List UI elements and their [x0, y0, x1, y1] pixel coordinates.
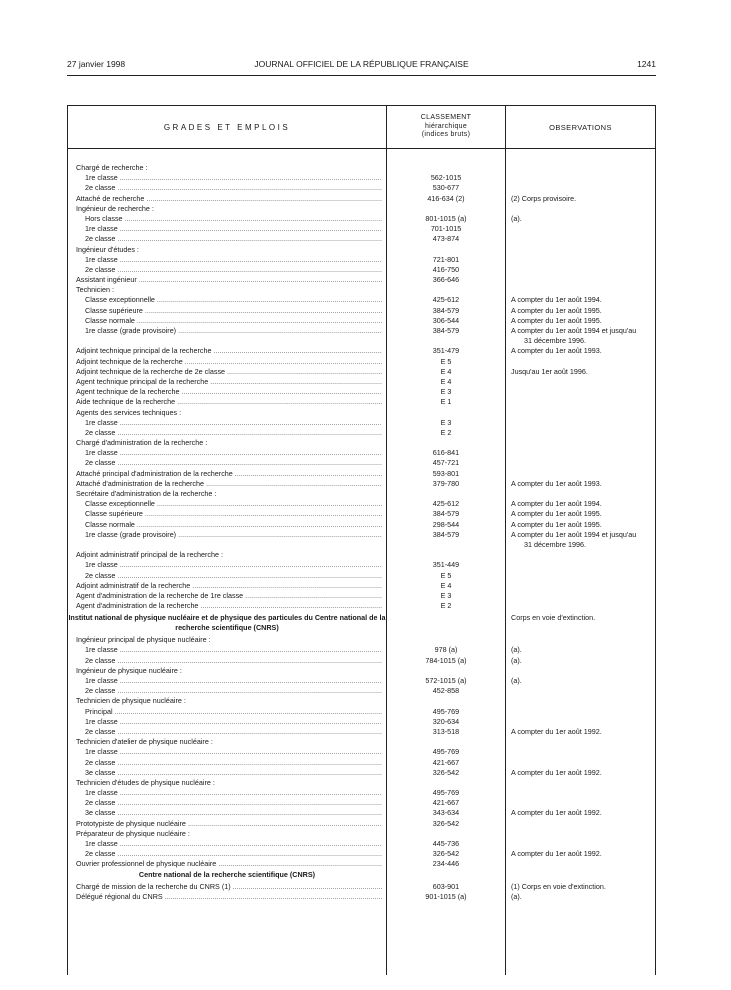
- index-value: E 3: [440, 387, 452, 397]
- observation: (a).: [511, 891, 522, 901]
- observation: A compter du 1er août 1995.: [511, 509, 602, 519]
- observation: A compter du 1er août 1995.: [511, 315, 602, 325]
- table-body: [68, 163, 655, 902]
- index-value: 425-612: [432, 295, 460, 305]
- observation: A compter du 1er août 1992.: [511, 767, 602, 777]
- table-row: [68, 509, 655, 519]
- table-row: [68, 469, 655, 479]
- grade-label: 3e classe .....: [85, 768, 382, 778]
- table-row: [68, 591, 655, 601]
- grade-label: 1re classe .....: [85, 676, 382, 686]
- index-value: 901-1015 (a): [425, 891, 467, 901]
- grade-label: Principal .....: [85, 707, 382, 717]
- observation: (a).: [511, 213, 522, 223]
- grade-label: 1re classe .....: [85, 560, 382, 570]
- table-header: [68, 106, 655, 149]
- grade-label: Agent d'administration de la recherche .....: [76, 601, 382, 611]
- grade-label: Ouvrier professionnel de physique nucléaire .....: [76, 859, 382, 869]
- header-title: JOURNAL OFFICIEL DE LA RÉPUBLIQUE FRANÇAISE: [254, 59, 469, 69]
- grade-label: Chargé de mission de la recherche du CNRS (1) .....: [76, 882, 382, 892]
- table-row: [68, 571, 655, 581]
- grade-label: Classe exceptionnelle .....: [85, 295, 382, 305]
- table-row: [68, 173, 655, 183]
- table-row: [68, 458, 655, 468]
- table-row: [68, 819, 655, 829]
- table-row: [68, 530, 655, 540]
- grade-label: Ingénieur de physique nucléaire :: [76, 665, 182, 675]
- table-row: [68, 275, 655, 285]
- grade-label: 1re classe .....: [85, 645, 382, 655]
- index-value: 234-446: [432, 859, 460, 869]
- index-value: 416-634 (2): [427, 193, 465, 203]
- grade-label: Technicien de physique nucléaire :: [76, 696, 186, 706]
- index-value: E 5: [440, 356, 452, 366]
- table-row: [68, 285, 655, 295]
- observation: A compter du 1er août 1995.: [511, 305, 602, 315]
- grade-label: Centre national de la recherche scientifique (CNRS): [138, 869, 316, 879]
- grade-label: 3e classe .....: [85, 808, 382, 818]
- observation: A compter du 1er août 1994.: [511, 295, 602, 305]
- table-row: [68, 265, 655, 275]
- grade-label: Agent technique principal de la recherche .....: [76, 377, 382, 387]
- index-value: 495-769: [432, 747, 460, 757]
- table-row: [68, 438, 655, 448]
- grade-label: 2e classe .....: [85, 686, 382, 696]
- grade-label: Secrétaire d'administration de la recherche :: [76, 489, 217, 498]
- grade-label: Chargé de recherche :: [76, 163, 148, 172]
- col-header-grades: GRADES ET EMPLOIS: [163, 122, 291, 132]
- index-value: 366-646: [432, 275, 460, 285]
- index-value: 384-579: [432, 305, 460, 315]
- observation: A compter du 1er août 1994.: [511, 499, 602, 509]
- index-value: 384-579: [432, 326, 460, 335]
- table-row: [68, 479, 655, 489]
- table-row: [68, 656, 655, 666]
- grade-label: Attaché principal d'administration de la recherche .....: [76, 469, 382, 479]
- table-row: [68, 357, 655, 367]
- table-row: [68, 601, 655, 611]
- grade-label: Ingénieur principal de physique nucléaire :: [76, 635, 211, 645]
- table-row: [68, 194, 655, 204]
- table-row: [68, 377, 655, 387]
- observation: (1) Corps en voie d'extinction.: [511, 881, 606, 891]
- grade-label: Ingénieur de recherche :: [76, 203, 154, 213]
- table-row: [68, 336, 655, 346]
- table-row: [68, 707, 655, 717]
- index-value: 495-769: [432, 706, 460, 716]
- table-row: [68, 214, 655, 224]
- col-header-classement: [387, 106, 505, 148]
- table-row: [68, 418, 655, 428]
- index-value: 313-518: [432, 726, 460, 736]
- grade-label: Adjoint administratif de la recherche .....: [76, 581, 382, 591]
- grade-label: Ingénieur d'études :: [76, 244, 139, 254]
- grade-label: Agent d'administration de la recherche de 1re classe .....: [76, 591, 382, 601]
- table-row: [68, 808, 655, 818]
- col-header-observations: OBSERVATIONS: [549, 122, 612, 132]
- index-value: 445-736: [432, 839, 460, 848]
- grade-label: 1re classe .....: [85, 418, 382, 428]
- grade-label: Agent technique de la recherche .....: [76, 387, 382, 397]
- grade-label: 2e classe .....: [85, 758, 382, 768]
- observation: (a).: [511, 676, 522, 685]
- index-value: 351-479: [432, 346, 460, 356]
- grade-label: Prototypiste de physique nucléaire .....: [76, 819, 382, 829]
- grade-label: Préparateur de physique nucléaire :: [76, 828, 190, 838]
- grade-label: Adjoint technique de la recherche .....: [76, 357, 382, 367]
- section-heading-row: [68, 870, 655, 882]
- index-value: E 4: [440, 580, 452, 590]
- observation: (a).: [511, 645, 522, 655]
- grade-label: 2e classe .....: [85, 428, 382, 438]
- table-row: [68, 306, 655, 316]
- grade-label: 2e classe .....: [85, 727, 382, 737]
- table-row: [68, 550, 655, 560]
- table-row: [68, 581, 655, 591]
- table-row: [68, 788, 655, 798]
- table-row: [68, 255, 655, 265]
- grade-label: 1re classe .....: [85, 448, 382, 458]
- index-value: 343-634: [432, 808, 460, 818]
- grade-label: 2e classe .....: [85, 183, 382, 193]
- index-value: 701-1015: [430, 224, 462, 234]
- index-value: 452-858: [432, 686, 460, 696]
- table-row: [68, 882, 655, 892]
- observation: Corps en voie d'extinction.: [511, 613, 596, 623]
- table-row: [68, 768, 655, 778]
- table-row: [68, 408, 655, 418]
- table-row: [68, 798, 655, 808]
- grade-label: 1re classe .....: [85, 717, 382, 727]
- grade-label: Hors classe .....: [85, 214, 382, 224]
- observation: A compter du 1er août 1992.: [511, 849, 602, 859]
- table-row: [68, 839, 655, 849]
- index-value: 495-769: [432, 788, 460, 798]
- index-value: 379-780: [432, 478, 460, 488]
- table-row: [68, 635, 655, 645]
- grade-label: Attaché de recherche .....: [76, 194, 382, 204]
- table-row: [68, 737, 655, 747]
- index-value: 457-721: [432, 458, 460, 468]
- grade-label: Classe normale .....: [85, 520, 382, 530]
- table-row: [68, 346, 655, 356]
- grade-label: Attaché d'administration de la recherche .....: [76, 479, 382, 489]
- grade-label: Classe exceptionnelle .....: [85, 499, 382, 509]
- table-row: [68, 645, 655, 655]
- header-page-number: 1241: [637, 59, 656, 69]
- grade-label: Adjoint administratif principal de la recherche :: [76, 550, 224, 560]
- table-row: [68, 829, 655, 839]
- grade-label: 1re classe .....: [85, 224, 382, 234]
- index-value: 384-579: [432, 529, 460, 539]
- table-row: [68, 859, 655, 869]
- table-row: [68, 295, 655, 305]
- grade-label: Adjoint technique de la recherche de 2e classe .....: [76, 367, 382, 377]
- table-row: [68, 892, 655, 902]
- table-row: [68, 448, 655, 458]
- observation: 31 décembre 1996.: [524, 336, 586, 346]
- index-value: 721-801: [432, 254, 460, 264]
- index-value: 326-542: [432, 767, 460, 777]
- index-value: 421-667: [432, 798, 460, 808]
- index-value: 384-579: [432, 509, 460, 519]
- observation: (2) Corps provisoire.: [511, 193, 577, 203]
- observation: A compter du 1er août 1994 et jusqu'au: [511, 326, 637, 335]
- col-header-classement-line3: (indices bruts): [421, 131, 471, 139]
- index-value: 298-544: [432, 519, 460, 529]
- table-row: [68, 224, 655, 234]
- table-row: [68, 428, 655, 438]
- page-header: [67, 59, 656, 71]
- col-header-classement-line1: CLASSEMENT: [420, 114, 472, 122]
- index-value: 326-542: [432, 849, 460, 859]
- index-value: 593-801: [432, 468, 460, 478]
- index-value: 473-874: [432, 234, 460, 244]
- grade-label: 2e classe .....: [85, 265, 382, 275]
- table-row: [68, 540, 655, 550]
- table-row: [68, 234, 655, 244]
- table-row: [68, 717, 655, 727]
- grade-label: 1re classe .....: [85, 788, 382, 798]
- index-value: 326-542: [432, 818, 460, 828]
- table-row: [68, 758, 655, 768]
- index-value: 572-1015 (a): [425, 676, 467, 685]
- table-row: [68, 499, 655, 509]
- table-row: [68, 727, 655, 737]
- grades-table: [67, 105, 656, 975]
- observation: 31 décembre 1996.: [524, 539, 586, 549]
- index-value: 416-750: [432, 264, 460, 274]
- grade-label: Technicien d'études de physique nucléaire :: [76, 777, 215, 787]
- header-rule: [67, 75, 656, 76]
- index-value: E 4: [440, 366, 452, 376]
- observation: A compter du 1er août 1995.: [511, 519, 602, 529]
- table-row: [68, 520, 655, 530]
- table-row: [68, 397, 655, 407]
- index-value: 306-544: [432, 315, 460, 325]
- index-value: 530-677: [432, 183, 460, 193]
- index-value: 616-841: [432, 448, 460, 458]
- index-value: 421-667: [432, 757, 460, 767]
- index-value: E 5: [440, 570, 452, 580]
- grade-label: Classe supérieure .....: [85, 306, 382, 316]
- table-row: [68, 696, 655, 706]
- index-value: 562-1015: [430, 173, 462, 183]
- grade-label: 2e classe .....: [85, 571, 382, 581]
- grade-label: 1re classe .....: [85, 173, 382, 183]
- grade-label: Classe supérieure .....: [85, 509, 382, 519]
- grade-label: 1re classe .....: [85, 839, 382, 849]
- table-row: [68, 778, 655, 788]
- index-value: 320-634: [432, 716, 460, 726]
- observation: A compter du 1er août 1992.: [511, 726, 602, 736]
- table-row: [68, 245, 655, 255]
- table-row: [68, 849, 655, 859]
- table-row: [68, 204, 655, 214]
- table-row: [68, 489, 655, 499]
- table-row: [68, 163, 655, 173]
- grade-label: Chargé d'administration de la recherche :: [76, 438, 208, 448]
- index-value: 784-1015 (a): [425, 655, 467, 665]
- grade-label: Technicien d'atelier de physique nucléaire :: [76, 737, 213, 747]
- header-date: 27 janvier 1998: [67, 59, 126, 69]
- index-value: 351-449: [432, 560, 460, 570]
- observation: A compter du 1er août 1994 et jusqu'au: [511, 529, 637, 539]
- table-row: [68, 666, 655, 676]
- table-row: [68, 367, 655, 377]
- table-row: [68, 316, 655, 326]
- grade-label: 2e classe .....: [85, 234, 382, 244]
- table-row: [68, 560, 655, 570]
- index-value: E 2: [440, 601, 452, 611]
- table-row: [68, 183, 655, 193]
- table-row: [68, 326, 655, 336]
- table-row: [68, 387, 655, 397]
- table-row: [68, 686, 655, 696]
- grade-label: Technicien :: [76, 285, 114, 295]
- grade-label: 1re classe (grade provisoire) .....: [85, 326, 382, 336]
- observation: Jusqu'au 1er août 1996.: [511, 366, 588, 376]
- grade-label: Aide technique de la recherche .....: [76, 397, 382, 407]
- index-value: 978 (a): [434, 645, 458, 655]
- table-row: [68, 747, 655, 757]
- table-row: [68, 676, 655, 686]
- observation: A compter du 1er août 1992.: [511, 808, 602, 818]
- index-value: E 3: [440, 590, 452, 600]
- section-heading-row: [68, 611, 655, 635]
- grade-label: 1re classe .....: [85, 747, 382, 757]
- grade-label: 1re classe .....: [85, 255, 382, 265]
- grade-label: 2e classe .....: [85, 458, 382, 468]
- index-value: E 2: [440, 427, 452, 437]
- grade-label: Classe normale .....: [85, 316, 382, 326]
- index-value: 603-901: [432, 881, 460, 891]
- grade-label: 2e classe .....: [85, 849, 382, 859]
- grade-label: Délégué régional du CNRS .....: [76, 892, 382, 902]
- grade-label: Adjoint technique principal de la recherche .....: [76, 346, 382, 356]
- index-value: E 3: [440, 417, 452, 427]
- col-header-classement-line2: hiérarchique: [424, 122, 468, 130]
- grade-label: Agents des services techniques :: [76, 407, 182, 417]
- index-value: 801-1015 (a): [425, 213, 467, 223]
- observation: A compter du 1er août 1993.: [511, 346, 602, 356]
- index-value: E 4: [440, 376, 452, 386]
- grade-label: 1re classe (grade provisoire) .....: [85, 530, 382, 540]
- observation: A compter du 1er août 1993.: [511, 478, 602, 488]
- grade-label: Assistant ingénieur .....: [76, 275, 382, 285]
- index-value: 425-612: [432, 499, 460, 509]
- index-value: E 1: [440, 397, 452, 407]
- grade-label: 2e classe .....: [85, 656, 382, 666]
- grade-label: 2e classe .....: [85, 798, 382, 808]
- observation: (a).: [511, 655, 522, 665]
- grade-label: Institut national de physique nucléaire et de physique des particules du Centre national de la recherche scientifique (CNRS): [68, 613, 386, 632]
